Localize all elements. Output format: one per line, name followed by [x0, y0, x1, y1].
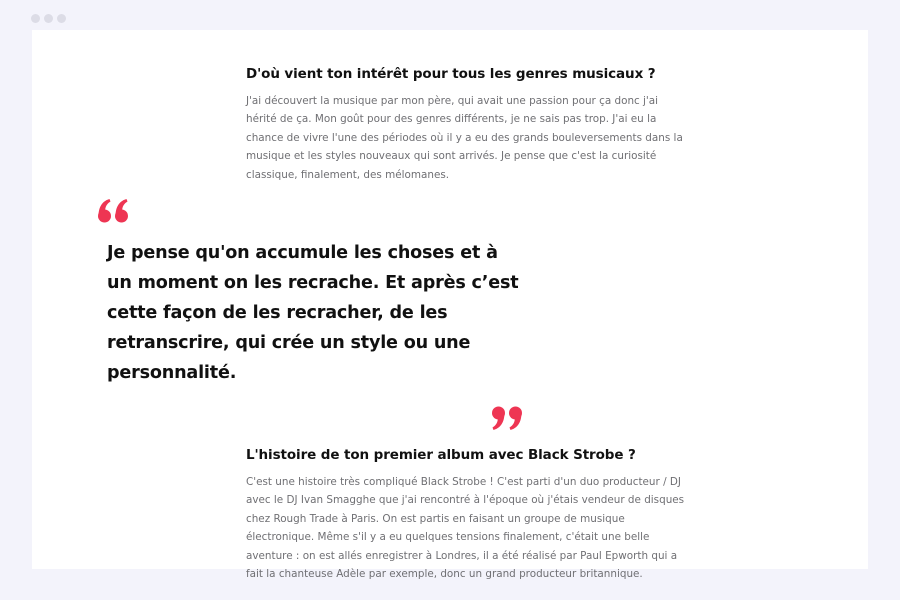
window-dot-icon[interactable]	[57, 14, 66, 23]
article-page	[32, 30, 868, 581]
window-dot-icon[interactable]	[44, 14, 53, 23]
interview-section-1	[246, 65, 686, 184]
pull-quote: Je pense qu'on accumule les choses et à un moment on les recrache. Et après c’est cette façon de les recracher, de les retranscrire, qui crée un style ou une personnalité.	[107, 243, 519, 383]
window-controls	[31, 14, 66, 23]
answer-paragraph: C'est une histoire très compliqué Black Strobe ! C'est parti d'un duo producteur / DJ avec le DJ Ivan Smagghe que j'ai rencontré à l'époque où j'étais vendeur de disques chez Rough Trade à Paris. On est partis en faisant un groupe de musique électronique. Même s'il y a eu quelques tensions finalement, c'était une belle aventure : on est allés enregistrer à Londres, il a été réalisé par Paul Epworth qui a fait la chanteuse Adèle par exemple, donc un grand producteur britannique.	[246, 476, 685, 581]
question-heading: D'où vient ton intérêt pour tous les genres musicaux ?	[246, 66, 656, 82]
interview-section-2	[246, 446, 686, 583]
open-quote-icon	[96, 197, 132, 225]
close-quote-icon	[488, 404, 524, 432]
answer-paragraph: J'ai découvert la musique par mon père, qui avait une passion pour ça donc j'ai hérité de ça. Mon goût pour des genres différents, je ne sais pas trop. J'ai eu la chance de vivre l'une des périodes où il y a eu des grands bouleversements dans la musique et les styles nouveaux qui sont arrivés. Je pense que c'est la curiosité classique, finalement, des mélomanes.	[246, 95, 683, 181]
question-heading: L'histoire de ton premier album avec Black Strobe ?	[246, 447, 636, 463]
window-dot-icon[interactable]	[31, 14, 40, 23]
